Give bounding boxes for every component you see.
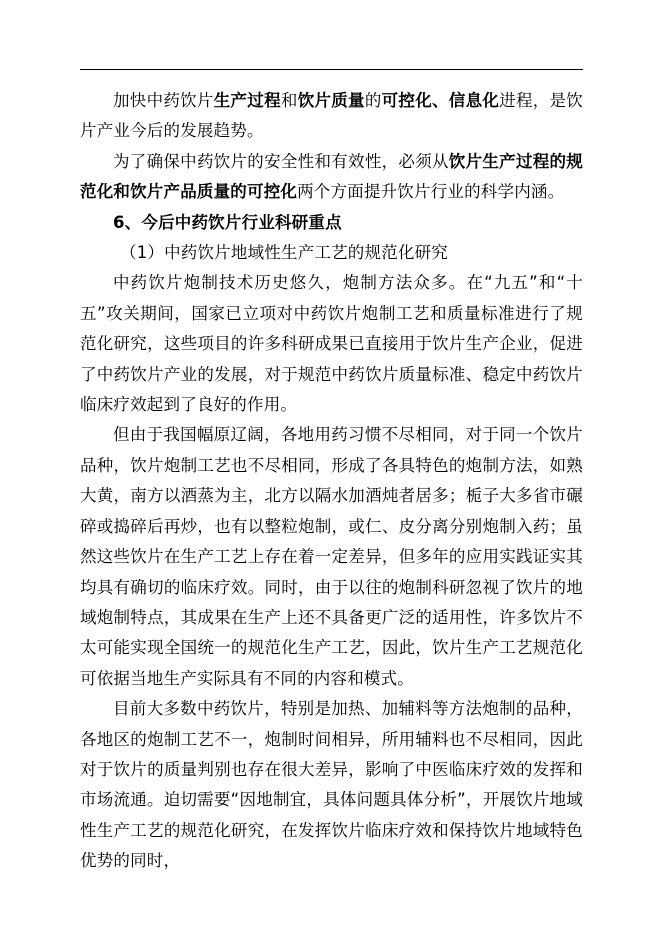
- paragraph-2-bold-b: 饮片生产过程的规范化和饮片产品质量的可控化: [80, 151, 584, 202]
- paragraph-1: [80, 86, 583, 147]
- paragraph-4: 但由于我国幅原辽阔，各地用药习惯不尽相同，对于同一个饮片品种，饮片炮制工艺也不尽相同，形成了各具特色的炮制方法，如熟大黄，南方以酒蒸为主，北方以隔水加酒炖者居多；栀子大多省市碾碎或捣碎后再炒，也有以整粒炮制，或仁、皮分离分别炮制入药；虽然这些饮片在生产工艺上存在着一定差异，但多年的应用实践证实其均具有确切的临床疗效。同时，由于以往的炮制科研忽视了饮片的地域炮制特点，其成果在生产上还不具备更广泛的适用性，许多饮片不太可能实现全国统一的规范化生产工艺，因此，饮片生产工艺规范化可依据当地生产实际具有不同的内容和模式。: [80, 425, 583, 688]
- paragraph-2: [80, 147, 583, 208]
- paragraph-1-text-c: 和: [280, 91, 298, 110]
- section-heading: 6、今后中药饮片行业科研重点: [113, 212, 342, 232]
- paragraph-1-bold-d: 饮片质量: [297, 91, 365, 110]
- paragraph-2-text-a: 为了确保中药饮片的安全性和有效性，必须从: [113, 151, 449, 171]
- subsection-heading: （1）中药饮片地域性生产工艺的规范化研究: [120, 243, 448, 263]
- paragraph-1-text-g: 进程，是饮片产业今后的发展趋势。: [80, 91, 584, 141]
- paragraph-1-bold-b: 生产过程: [213, 91, 281, 110]
- paragraph-3: 中药饮片炮制技术历史悠久，炮制方法众多。在“九五”和“十五”攻关期间，国家已立项对中药饮片炮制工艺和质量标准进行了规范化研究，这些项目的许多科研成果已直接用于饮片生产企业，促进了中药饮片产业的发展，对于规范中药饮片质量标准、稳定中药饮片临床疗效起到了良好的作用。: [80, 273, 583, 415]
- paragraph-2-text-c: 两个方面提升饮片行业的科学内涵。: [297, 182, 565, 202]
- paragraph-1-text-e: 的: [364, 91, 382, 110]
- paragraph-1-bold-f: 可控化、信息化: [381, 91, 500, 110]
- paragraph-1-text-a: 加快中药饮片: [113, 91, 214, 110]
- document-body: [80, 86, 583, 877]
- header-rule: [80, 69, 583, 70]
- paragraph-5: 目前大多数中药饮片，特别是加热、加辅料等方法炮制的品种，各地区的炮制工艺不一，炮制时间相异，所用辅料也不尽相同，因此对于饮片的质量判别也存在很大差异，影响了中医临床疗效的发挥和市场流通。迫切需要“因地制宜，具体问题具体分析”，开展饮片地域性生产工艺的规范化研究，在发挥饮片临床疗效和保持饮片地域特色优势的同时，: [80, 699, 583, 871]
